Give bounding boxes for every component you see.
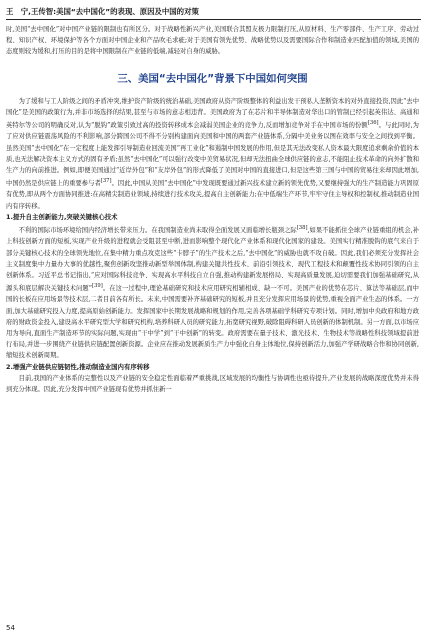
running-header: 王 宁,王传智:美国“去中国化”的表现、原因及中国的对策: [6, 7, 199, 16]
body-paragraph: [6, 223, 419, 362]
page-number: 54: [6, 624, 15, 632]
body-paragraph: [6, 96, 419, 212]
citation: [37]: [100, 178, 112, 185]
body-paragraph: 目前,我国的产业体系的完整性以及产业链的安全稳定性面临着严重挑战,区域发展的均衡性与协调性也亟待提升,产业发展的战略深度优势并未得到充分体现。因此,充分发挥中国产业链现有优势并抓住新一: [6, 374, 419, 394]
paragraph-text: 。因此,中国从美国“去中国化”中发现既要通过新兴技术建立新的领先优势,又要继持强大的生产制造能力巩固原有优势,即从两个方面协同推进:在高精尖制造业领域,持续进行技术攻关,提高自主创新能力;在中低端生产环节,牢牢守住主导权和控制权,推动制造业国内有序转移。: [6, 180, 419, 210]
paragraph-text: 。与此同时,为了应对供应链震荡风险的不利影响,部分跨国公司不得不分别构建面向美国和中国的两套产业链体系,分隔中美业务以图在效率与安全之间找到平衡。虽然美国“去中国化”在一定程度上能发挥引导制造业回流美国“再工业化”和遏制中国发展的作用,但是其无法改变私人资本最大限度追求剩余价值的本质,也无法解决资本主义方式的固有矛盾;虽然“去中国化”可以强行改变中美贸易状况,但却无法扭曲全球供应链的意志,不能阻止技术革命的向外扩散和生产力的向前推进。例如,即便美国通过“近岸外包”和“友岸外包”的形式降低了美国对中国的直接进口,但是这些第三国与中国的贸易往来却因此增加,中国仍然是供应链上的重要参与者: [6, 122, 419, 188]
citation: [36]: [367, 120, 379, 127]
paragraph-text: 不利的国际市场环境给国内经济增长带来压力。在我国制造业尚未取得全面发展又面临增长瓶颈之际: [18, 227, 297, 235]
section-heading: 三、美国“去中国化”背景下中国如何突围: [117, 72, 308, 85]
paragraph-text: 。在这一过程中,理论基础研究和技术应用研究相辅相成、缺一不可。美国产业的优势在芯片、算法等基础层,而中国的长板在应用场景等技术层,二者目前各有所长。未来,中国需要补齐基础研究的短板,并且充分发挥应用场景的优势,重视全面产业生态的体系。一方面,加大基础研究投入力度,提高原始创新能力。发挥国家中长期发展战略和规划的作用,完善各项基础学科研究专项计划。同时,增加中央政府和地方政府的财政资金投入,建设高水平研究型大学和研究机构,培养科研人员的研究能力,拓宽研究视野,破除阻碍科研人员创新的体制机制。另一方面,以市场应用为导向,直面生产制造环节的实际问题,实现由“干中学”到“干中创新”的转变。政府需要在量子技术、激光技术、生物技术等战略性科技领域提前进行布局,并进一步围绕产业链供应链配置创新资源。企业应在推动发展新质生产力中强化自身主体地位,保持创新活力,加强产学研战略合作和协同创新,缩短技术创新周期。: [6, 285, 420, 360]
header-divider: [6, 19, 421, 20]
article-body: [6, 24, 419, 395]
subsection-heading: 1.提升自主创新能力,突破关键核心技术: [6, 212, 118, 221]
citation: [38]: [296, 225, 308, 232]
body-paragraph: 时,美国“去中国化”对中国产业链的限制也有所区分。对于战略性新兴产业,美国联合其盟友极力限制打压,从原材料、生产零部件、生产工序、劳动过程、知识产权、环境保护等各个方面对中国企业和产品吹毛求疵;对于美国有领先优势、战略优势以及需要国际合作和制造业匹配加值的领域,美国的态度则较为缓和,打压的目的是将中国限制在产业链的低端,减轻对自身的威胁。: [6, 26, 419, 56]
paragraph-text: 为了缓和与工人阶级之间的矛盾冲突,维护资产阶级的统治基础,美国政府从资产阶级整体的利益出发干预私人垄断资本的对外直接投资,因此“去中国化”是美国的政策行为,并非市场选择的结果,甚至与市场的意志相违背。美国政府为了在芯片和半导体制造对华出口的管制已经引起英伟达、高通和英特尔等公司的明确反对,认为“脱钩”政策引致过高的投资转移成本会减弱美国企业的竞争力,反而增加竞争对手在中国市场的份额: [6, 97, 419, 130]
subsection-heading: 2.增强产业链供应链韧性,推动制造业国内有序转移: [6, 362, 150, 371]
paragraph-text: ,如果不能抓住全球产业链重组的机会,补上科技创新方面的短板,实现产业升级的进程就会受阻甚至中断,进而影响整个现代化产业体系和现代化国家的建设。美国实行精准脱钩的底气来自于部分关键核心技术的全球领先地位,在集中精力重点攻克这些“卡脖子”的生产技术之后,“去中国化”的威胁也就不攻自破。因此,我们必须充分发挥社会主义制度集中力量办大事的优越性,聚焦创新攻坚推动新型举国体制,构建关键共性技术、前沿引领技术、现代工程技术和颠覆性技术协同引领的自主创新体系。习近平总书记指出,“应对国际科技竞争、实现高水平科技自立自强,推动构建新发展格局、实现高质量发展,迫切需要我们加强基础研究,从源头和底层解决关键技术问题”: [6, 227, 420, 293]
citation: [39]: [92, 283, 103, 290]
